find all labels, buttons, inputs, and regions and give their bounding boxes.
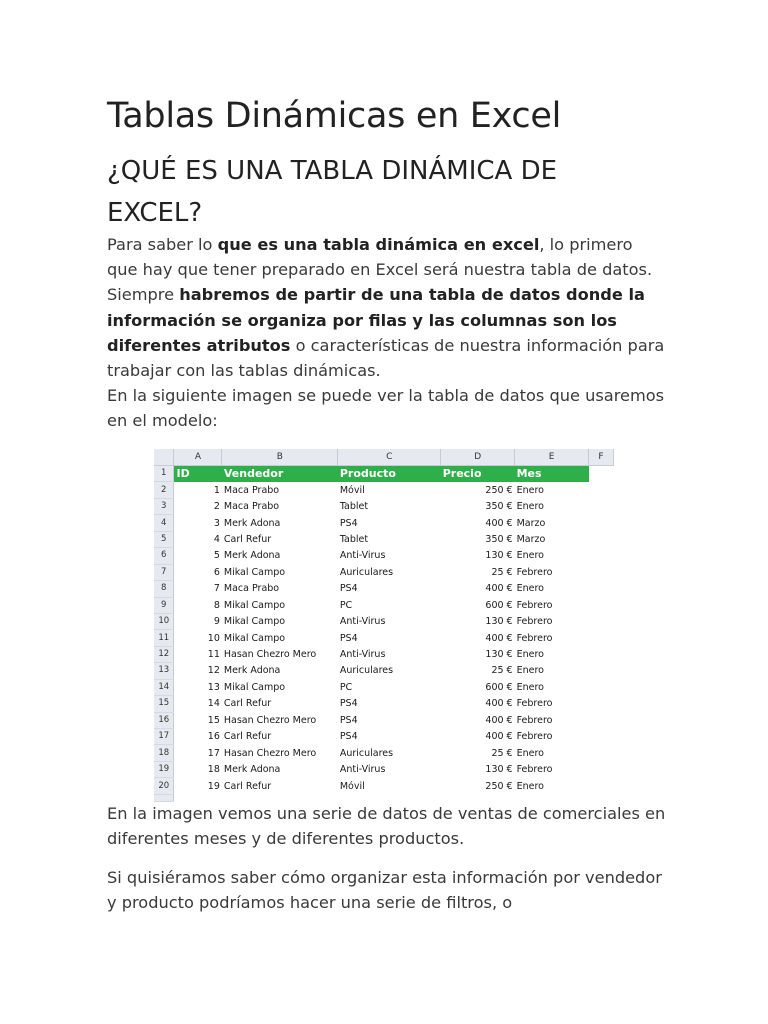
empty-cell bbox=[589, 630, 614, 646]
empty-cell bbox=[589, 729, 614, 745]
header-cell: Mes bbox=[515, 466, 589, 482]
data-cell: Maca Prabo bbox=[223, 484, 280, 496]
intro-paragraph bbox=[107, 232, 667, 434]
data-cell: 25 € bbox=[491, 665, 513, 677]
column-letter: E bbox=[515, 449, 589, 466]
intro-text-1: Para saber lo bbox=[107, 235, 218, 254]
table-row bbox=[154, 696, 614, 712]
empty-cell bbox=[589, 613, 614, 629]
data-cell: Merk Adona bbox=[223, 517, 281, 529]
data-cell: Móvil bbox=[339, 780, 365, 792]
table-row bbox=[154, 712, 614, 728]
data-cell: 4 bbox=[213, 533, 220, 545]
data-cell: 3 bbox=[213, 517, 220, 529]
data-cell: PS4 bbox=[339, 714, 358, 726]
filter-paragraph: Si quisiéramos saber cómo organizar esta información por vendedor y producto podríamos hacer una serie de filtros, o bbox=[107, 868, 662, 913]
row-number: 15 bbox=[154, 696, 174, 712]
data-cell: 130 € bbox=[485, 649, 513, 661]
header-cell: Precio bbox=[441, 466, 515, 482]
table-row bbox=[154, 679, 614, 695]
data-cell: 400 € bbox=[485, 714, 513, 726]
column-letter: C bbox=[338, 449, 441, 466]
table-row bbox=[154, 613, 614, 629]
header-row bbox=[154, 466, 614, 482]
column-letter: A bbox=[174, 449, 222, 466]
header-cell: Producto bbox=[338, 466, 441, 482]
row-number: 16 bbox=[154, 712, 174, 728]
data-cell: 2 bbox=[213, 501, 220, 513]
empty-cell bbox=[174, 794, 222, 801]
data-cell: Enero bbox=[516, 484, 544, 496]
empty-cell bbox=[222, 794, 338, 801]
data-cell: PC bbox=[339, 599, 353, 611]
data-cell: 8 bbox=[213, 599, 220, 611]
row-number: 12 bbox=[154, 646, 174, 662]
data-cell: Anti-Virus bbox=[339, 764, 386, 776]
empty-cell bbox=[589, 581, 614, 597]
data-cell: Anti-Virus bbox=[339, 616, 386, 628]
data-cell: Febrero bbox=[516, 764, 553, 776]
data-cell: Enero bbox=[516, 780, 544, 792]
table-row bbox=[154, 531, 614, 547]
data-cell: Carl Refur bbox=[223, 780, 272, 792]
data-cell: Febrero bbox=[516, 698, 553, 710]
data-cell: Auriculares bbox=[339, 566, 394, 578]
data-cell: Mikal Campo bbox=[223, 566, 286, 578]
data-cell: Móvil bbox=[339, 484, 365, 496]
header-cell: Vendedor bbox=[222, 466, 338, 482]
table-row bbox=[154, 778, 614, 794]
data-cell: 17 bbox=[207, 747, 220, 759]
data-cell: 400 € bbox=[485, 698, 513, 710]
table-row bbox=[154, 515, 614, 531]
data-cell: Enero bbox=[516, 747, 544, 759]
data-cell: 600 € bbox=[485, 681, 513, 693]
table-row bbox=[154, 498, 614, 514]
table-row bbox=[154, 745, 614, 761]
data-cell: PS4 bbox=[339, 632, 358, 644]
empty-cell bbox=[589, 564, 614, 580]
data-cell: 400 € bbox=[485, 632, 513, 644]
empty-cell bbox=[589, 794, 614, 801]
data-cell: 400 € bbox=[485, 517, 513, 529]
data-cell: Enero bbox=[516, 550, 544, 562]
data-cell: 18 bbox=[207, 764, 220, 776]
table-row bbox=[154, 630, 614, 646]
data-cell: Enero bbox=[516, 501, 544, 513]
corner-cell bbox=[154, 449, 174, 466]
data-cell: 14 bbox=[207, 698, 220, 710]
data-cell: 6 bbox=[213, 566, 220, 578]
row-number: 20 bbox=[154, 778, 174, 794]
table-row bbox=[154, 663, 614, 679]
data-cell: Marzo bbox=[516, 517, 546, 529]
row-number: 10 bbox=[154, 613, 174, 629]
row-number: 1 bbox=[154, 466, 174, 482]
data-cell: Merk Adona bbox=[223, 764, 281, 776]
table-row bbox=[154, 482, 614, 498]
row-number: 9 bbox=[154, 597, 174, 613]
row-number: 7 bbox=[154, 564, 174, 580]
data-cell: Febrero bbox=[516, 731, 553, 743]
empty-cell bbox=[338, 794, 441, 801]
column-letter: F bbox=[589, 449, 614, 466]
data-cell: Febrero bbox=[516, 599, 553, 611]
data-cell: 16 bbox=[207, 731, 220, 743]
row-number: 11 bbox=[154, 630, 174, 646]
table-row bbox=[154, 646, 614, 662]
empty-cell bbox=[515, 794, 589, 801]
data-cell: Enero bbox=[516, 649, 544, 661]
row-number: 19 bbox=[154, 761, 174, 777]
data-cell: Enero bbox=[516, 583, 544, 595]
row-number: 14 bbox=[154, 679, 174, 695]
data-cell: 130 € bbox=[485, 550, 513, 562]
empty-cell bbox=[589, 466, 614, 482]
empty-cell bbox=[589, 531, 614, 547]
data-cell: Anti-Virus bbox=[339, 550, 386, 562]
row-number: 4 bbox=[154, 515, 174, 531]
data-cell: Febrero bbox=[516, 566, 553, 578]
table-row bbox=[154, 761, 614, 777]
table-row bbox=[154, 729, 614, 745]
row-number: 5 bbox=[154, 531, 174, 547]
data-cell: 250 € bbox=[485, 780, 513, 792]
empty-cell bbox=[589, 663, 614, 679]
data-cell: PS4 bbox=[339, 583, 358, 595]
data-cell: PS4 bbox=[339, 698, 358, 710]
data-cell: 25 € bbox=[491, 747, 513, 759]
row-number: 13 bbox=[154, 663, 174, 679]
data-cell: 7 bbox=[213, 583, 220, 595]
data-cell: 350 € bbox=[485, 501, 513, 513]
header-cell: ID bbox=[174, 466, 222, 482]
description-paragraph: En la imagen vemos una serie de datos de ventas de comerciales en diferentes meses y de diferentes productos. bbox=[107, 804, 666, 849]
data-cell: Febrero bbox=[516, 632, 553, 644]
data-cell: 9 bbox=[213, 616, 220, 628]
data-cell: 130 € bbox=[485, 764, 513, 776]
data-cell: Anti-Virus bbox=[339, 649, 386, 661]
column-letter: D bbox=[441, 449, 515, 466]
data-cell: 5 bbox=[213, 550, 220, 562]
data-cell: 400 € bbox=[485, 731, 513, 743]
data-cell: Carl Refur bbox=[223, 533, 272, 545]
column-letter: B bbox=[222, 449, 338, 466]
data-cell: Tablet bbox=[339, 501, 369, 513]
table-row bbox=[154, 564, 614, 580]
data-cell: 15 bbox=[207, 714, 220, 726]
empty-cell bbox=[589, 712, 614, 728]
column-letters-row bbox=[154, 449, 614, 466]
data-cell: PS4 bbox=[339, 517, 358, 529]
data-cell: 10 bbox=[207, 632, 220, 644]
data-cell: 400 € bbox=[485, 583, 513, 595]
intro-text-4: En la siguiente imagen se puede ver la tabla de datos que usaremos en el modelo: bbox=[107, 386, 665, 431]
empty-cell bbox=[589, 548, 614, 564]
data-cell: Hasan Chezro Mero bbox=[223, 649, 317, 661]
empty-cell bbox=[589, 597, 614, 613]
row-number: 8 bbox=[154, 581, 174, 597]
spreadsheet-image bbox=[154, 449, 614, 792]
table-row bbox=[154, 597, 614, 613]
data-cell: 1 bbox=[213, 484, 220, 496]
data-cell: 25 € bbox=[491, 566, 513, 578]
page-title: Tablas Dinámicas en Excel bbox=[107, 96, 562, 136]
empty-cell bbox=[589, 646, 614, 662]
data-cell: Mikal Campo bbox=[223, 616, 286, 628]
empty-cell bbox=[589, 778, 614, 794]
data-cell: Febrero bbox=[516, 616, 553, 628]
intro-bold-1: que es una tabla dinámica en excel bbox=[217, 235, 540, 254]
row-number: 3 bbox=[154, 498, 174, 514]
empty-cell bbox=[589, 482, 614, 498]
data-cell: Merk Adona bbox=[223, 550, 281, 562]
row-number: 18 bbox=[154, 745, 174, 761]
data-cell: Enero bbox=[516, 665, 544, 677]
table-row bbox=[154, 548, 614, 564]
data-cell: Maca Prabo bbox=[223, 501, 280, 513]
cut-off-row bbox=[154, 794, 614, 801]
empty-cell bbox=[589, 515, 614, 531]
intro-text-3: o características de nuestra información para trabajar con las tablas dinámicas. bbox=[107, 335, 665, 381]
data-cell: Marzo bbox=[516, 533, 546, 545]
intro-text-2: , lo primero que hay que tener preparado en Excel será nuestra tabla de datos. Siempre bbox=[107, 235, 653, 305]
data-cell: Merk Adona bbox=[223, 665, 281, 677]
data-cell: Auriculares bbox=[339, 665, 394, 677]
empty-cell bbox=[441, 794, 515, 801]
data-cell: 600 € bbox=[485, 599, 513, 611]
data-cell: 130 € bbox=[485, 616, 513, 628]
row-number: 2 bbox=[154, 482, 174, 498]
row-number: 17 bbox=[154, 729, 174, 745]
data-cell: 250 € bbox=[485, 484, 513, 496]
data-cell: 11 bbox=[207, 649, 220, 661]
row-number bbox=[154, 794, 174, 801]
data-cell: Hasan Chezro Mero bbox=[223, 714, 317, 726]
data-cell: 19 bbox=[207, 780, 220, 792]
section-heading: ¿QUÉ ES UNA TABLA DINÁMICA DE EXCEL? bbox=[107, 156, 558, 228]
data-cell: Mikal Campo bbox=[223, 681, 286, 693]
empty-cell bbox=[589, 498, 614, 514]
row-number: 6 bbox=[154, 548, 174, 564]
data-cell: Maca Prabo bbox=[223, 583, 280, 595]
data-cell: Hasan Chezro Mero bbox=[223, 747, 317, 759]
data-cell: Mikal Campo bbox=[223, 632, 286, 644]
data-cell: Carl Refur bbox=[223, 731, 272, 743]
data-cell: Auriculares bbox=[339, 747, 394, 759]
empty-cell bbox=[589, 696, 614, 712]
data-cell: Enero bbox=[516, 681, 544, 693]
data-cell: Carl Refur bbox=[223, 698, 272, 710]
table-row bbox=[154, 581, 614, 597]
empty-cell bbox=[589, 745, 614, 761]
data-cell: Tablet bbox=[339, 533, 369, 545]
data-cell: Mikal Campo bbox=[223, 599, 286, 611]
spreadsheet-table bbox=[154, 449, 614, 802]
data-cell: Febrero bbox=[516, 714, 553, 726]
empty-cell bbox=[589, 679, 614, 695]
data-cell: PS4 bbox=[339, 731, 358, 743]
data-cell: PC bbox=[339, 681, 353, 693]
data-cell: 350 € bbox=[485, 533, 513, 545]
data-cell: 12 bbox=[207, 665, 220, 677]
empty-cell bbox=[589, 761, 614, 777]
data-cell: 13 bbox=[207, 681, 220, 693]
intro-bold-2: habremos de partir de una tabla de datos donde la información se organiza por filas y las columnas son los diferentes atributos bbox=[107, 285, 645, 355]
